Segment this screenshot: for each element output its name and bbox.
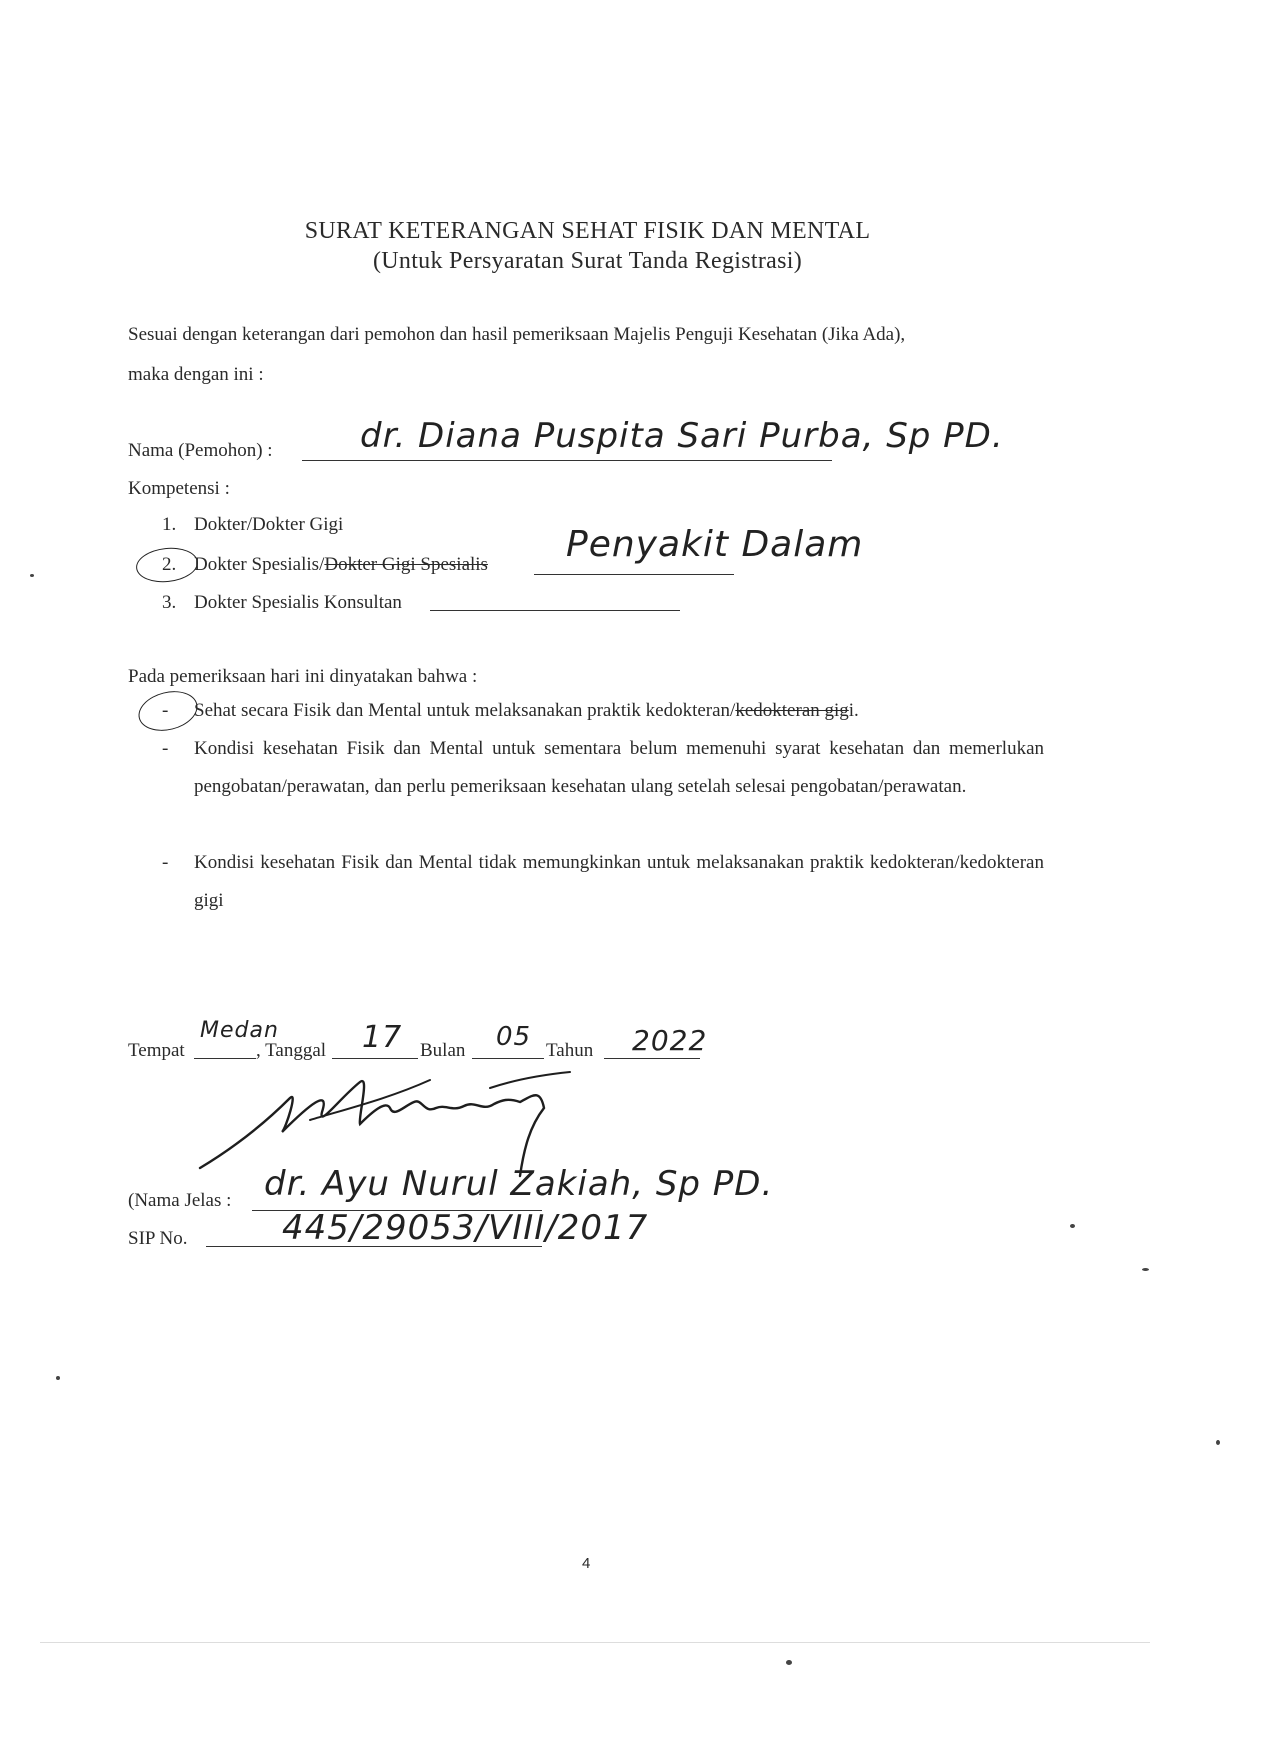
kompetensi-1-text: Dokter/Dokter Gigi xyxy=(194,514,344,535)
signature xyxy=(190,1068,640,1178)
scan-speck xyxy=(786,1660,792,1665)
nama-label: Nama (Pemohon) : xyxy=(128,440,273,461)
nama-handwritten: dr. Diana Puspita Sari Purba, Sp PD. xyxy=(360,416,1004,456)
kompetensi-2-text: Dokter Spesialis/Dokter Gigi Spesialis xyxy=(194,554,488,575)
page-number: 4 xyxy=(582,1555,591,1572)
statement-1-text: Sehat secara Fisik dan Mental untuk melaksanakan praktik kedokteran/kedokteran gigi. xyxy=(194,700,859,721)
statement-2-text: Kondisi kesehatan Fisik dan Mental untuk sementara belum memenuhi syarat kesehatan dan memerlukan pengobatan/perawatan, dan perlu pemeriksaan kesehatan ulang setelah selesai pengobatan/perawatan. xyxy=(194,738,1044,797)
statement-1-dash: - xyxy=(162,700,169,721)
tanggal-underline xyxy=(332,1058,418,1059)
document-subtitle: (Untuk Persyaratan Surat Tanda Registrasi) xyxy=(372,248,803,274)
document-title: SURAT KETERANGAN SEHAT FISIK DAN MENTAL xyxy=(304,218,871,244)
kompetensi-1-num: 1. xyxy=(162,514,177,535)
kompetensi-3-text: Dokter Spesialis Konsultan xyxy=(194,592,402,613)
sip-label: SIP No. xyxy=(128,1228,188,1249)
tahun-label: Tahun xyxy=(546,1040,594,1061)
tahun-handwritten: 2022 xyxy=(632,1024,708,1057)
scan-edge-line xyxy=(40,1642,1150,1643)
scan-speck xyxy=(1216,1440,1220,1445)
tanggal-label: , Tanggal xyxy=(256,1040,327,1061)
scan-speck xyxy=(1070,1224,1075,1228)
intro-line-2: maka dengan ini : xyxy=(128,364,264,385)
scan-speck xyxy=(1142,1268,1149,1271)
kompetensi-label: Kompetensi : xyxy=(128,478,230,499)
statement-2-dash: - xyxy=(162,738,169,759)
bulan-label: Bulan xyxy=(420,1040,466,1061)
tanggal-handwritten: 17 xyxy=(362,1020,403,1055)
nama-jelas-label: (Nama Jelas : xyxy=(128,1190,232,1211)
bulan-handwritten: 05 xyxy=(496,1022,532,1052)
nama-underline xyxy=(302,460,832,461)
nama-jelas-handwritten: dr. Ayu Nurul Zakiah, Sp PD. xyxy=(264,1164,774,1204)
tempat-label: Tempat xyxy=(128,1040,185,1061)
statement-3-text: Kondisi kesehatan Fisik dan Mental tidak memungkinkan untuk melaksanakan praktik kedokteran/kedokteran gigi xyxy=(194,852,1044,911)
intro-line-1: Sesuai dengan keterangan dari pemohon dan hasil pemeriksaan Majelis Penguji Kesehatan (Jika Ada), xyxy=(128,324,906,345)
kompetensi-2-num: 2. xyxy=(162,554,177,575)
kompetensi-2-underline xyxy=(534,574,734,575)
pemeriksaan-label: Pada pemeriksaan hari ini dinyatakan bahwa : xyxy=(128,666,478,687)
kompetensi-2-handwritten: Penyakit Dalam xyxy=(566,524,864,565)
kompetensi-3-num: 3. xyxy=(162,592,177,613)
scan-speck xyxy=(30,574,34,577)
statement-3-dash: - xyxy=(162,852,169,873)
tempat-handwritten: Medan xyxy=(200,1018,279,1043)
tempat-underline xyxy=(194,1058,256,1059)
kompetensi-3-underline xyxy=(430,610,680,611)
sip-handwritten: 445/29053/VIII/2017 xyxy=(282,1208,649,1248)
bulan-underline xyxy=(472,1058,544,1059)
tahun-underline xyxy=(604,1058,700,1059)
scan-speck xyxy=(56,1376,60,1380)
selection-circle xyxy=(134,545,199,585)
